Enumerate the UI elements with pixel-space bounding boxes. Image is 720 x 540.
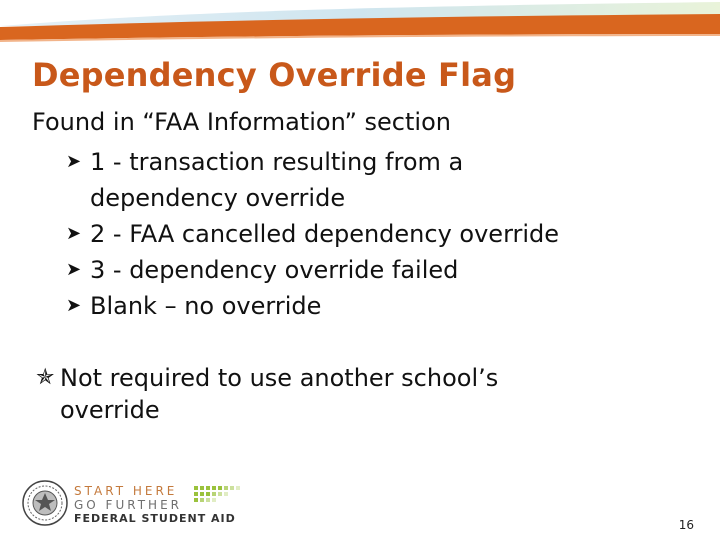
arrow-bullet-icon: ➤ xyxy=(66,151,82,172)
bullet-item xyxy=(66,216,706,252)
federal-student-aid-logo xyxy=(22,480,262,532)
bullet-item xyxy=(66,144,706,216)
bullet-text-continuation: dependency override xyxy=(90,184,346,212)
logo-pixel-pattern-icon xyxy=(194,484,258,508)
bullet-list xyxy=(66,144,706,324)
logo-text-start-here: START HERE xyxy=(74,484,178,498)
note-text-continuation: override xyxy=(60,396,160,424)
bullet-text: 1 - transaction resulting from a xyxy=(90,148,464,176)
arrow-bullet-icon: ➤ xyxy=(66,223,82,244)
slide-title: Dependency Override Flag xyxy=(32,56,517,94)
logo-text-federal-student-aid: FEDERAL STUDENT AID xyxy=(74,512,236,525)
bullet-text: 3 - dependency override failed xyxy=(90,256,459,284)
star-bullet-icon: ✯ xyxy=(36,365,55,390)
top-banner xyxy=(0,0,720,48)
banner-swoosh xyxy=(0,0,720,48)
bullet-text: Blank – no override xyxy=(90,292,322,320)
note xyxy=(36,362,676,426)
arrow-bullet-icon: ➤ xyxy=(66,295,82,316)
bullet-item xyxy=(66,252,706,288)
intro-text: Found in “FAA Information” section xyxy=(32,108,451,136)
logo-text-go-further: GO FURTHER xyxy=(74,498,182,512)
department-of-education-seal-icon xyxy=(22,480,68,526)
note-text: Not required to use another school’s xyxy=(60,364,499,392)
bullet-item xyxy=(66,288,706,324)
page-number: 16 xyxy=(678,518,694,532)
bullet-text: 2 - FAA cancelled dependency override xyxy=(90,220,560,248)
arrow-bullet-icon: ➤ xyxy=(66,259,82,280)
